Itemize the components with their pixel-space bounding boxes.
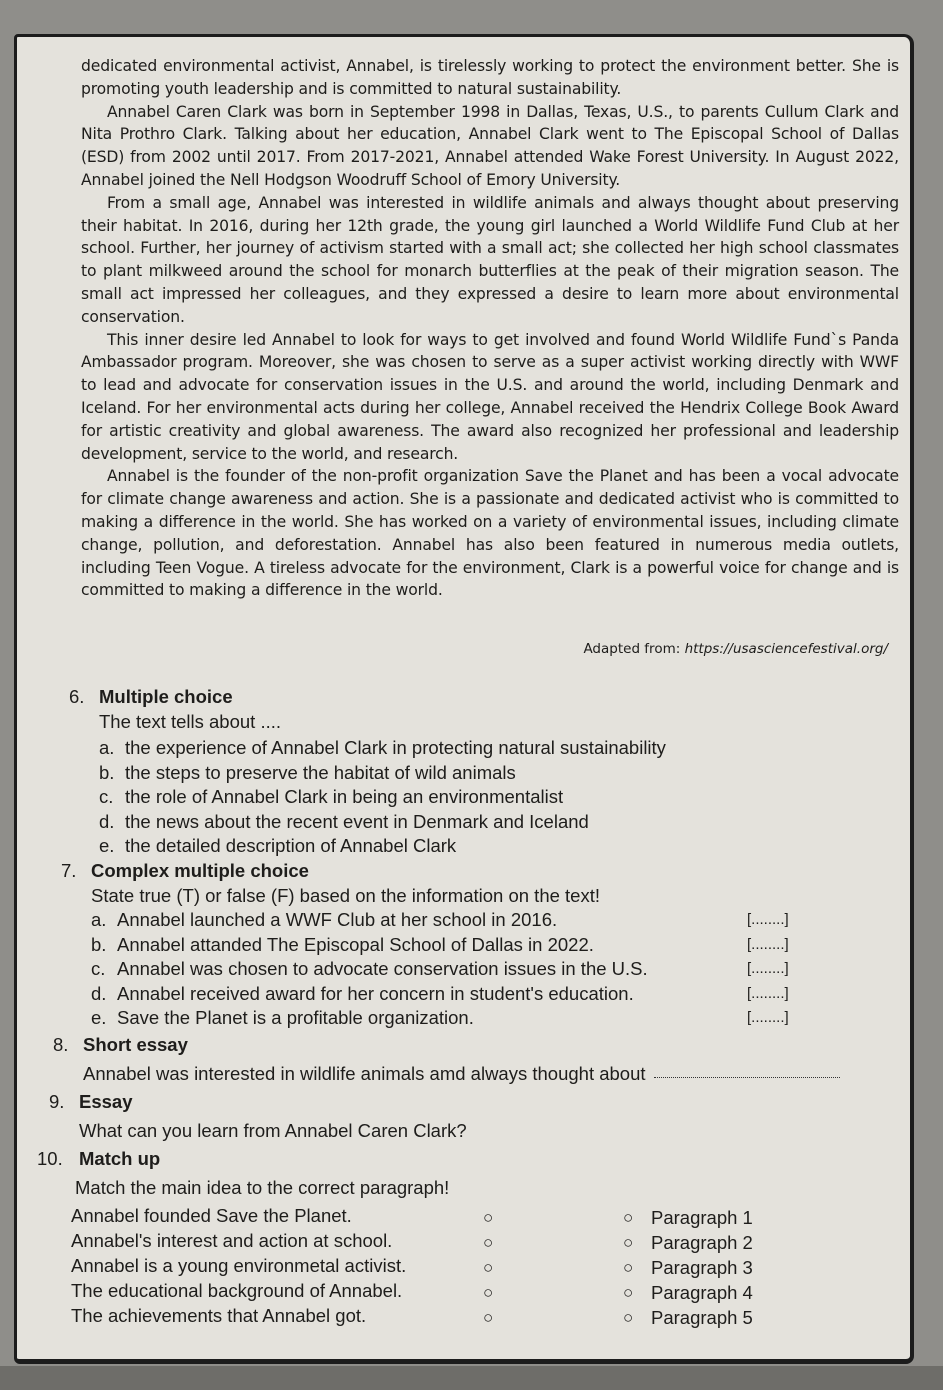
circle-icon[interactable]: ○ — [623, 1208, 634, 1227]
source-label: Adapted from: — [583, 641, 681, 657]
match-row-3 — [71, 1254, 897, 1279]
statement-d — [91, 982, 861, 1007]
circle-icon[interactable]: ○ — [623, 1308, 634, 1327]
option-letter: b. — [99, 761, 115, 783]
match-row-1 — [71, 1204, 897, 1229]
statement-text: Annabel launched a WWF Club at her school in 2016. — [117, 909, 558, 930]
answer-blank[interactable] — [654, 1077, 840, 1078]
statement-text: Annabel received award for her concern in student's education. — [117, 982, 634, 1004]
option-d[interactable] — [99, 810, 666, 835]
match-idea: Annabel founded Save the Planet. — [71, 1205, 352, 1226]
statement-letter: a. — [91, 909, 107, 930]
question-7 — [61, 859, 861, 1031]
question-6-stem: The text tells about .... — [99, 710, 282, 732]
circle-icon[interactable]: ○ — [623, 1283, 634, 1302]
statement-letter: e. — [91, 1007, 107, 1028]
match-row-4 — [71, 1279, 897, 1304]
option-text: the steps to preserve the habitat of wild animals — [125, 761, 516, 783]
match-idea: Annabel's interest and action at school. — [71, 1230, 393, 1251]
match-idea: The achievements that Annabel got. — [71, 1305, 367, 1326]
option-letter: c. — [99, 786, 114, 807]
statement-text: Annabel was chosen to advocate conservation issues in the U.S. — [117, 958, 648, 979]
question-6-type: Multiple choice — [99, 686, 233, 707]
answer-box-a[interactable]: [........] — [747, 911, 789, 928]
worksheet-page — [14, 34, 914, 1364]
question-10-number: 10. — [37, 1148, 63, 1169]
statement-a — [91, 908, 861, 933]
match-paragraph: Paragraph 1 — [651, 1207, 753, 1228]
question-6-title — [69, 685, 666, 710]
option-text: the detailed description of Annabel Clark — [125, 835, 457, 856]
option-letter: a. — [99, 737, 115, 758]
question-7-stem: State true (T) or false (F) based on the information on the text! — [91, 884, 600, 906]
answer-box-d[interactable]: [........] — [747, 984, 789, 1002]
circle-icon[interactable]: ○ — [483, 1283, 494, 1302]
option-c[interactable] — [99, 785, 666, 810]
paragraph-background: Annabel Caren Clark was born in September 1998 in Dallas, Texas, U.S., to parents Cullum Clark and Nita Prothro Clark. Talking about her education, Annabel Clark went to The Episcopal School of Dallas (ESD) from 2002 until 2017. From 2017-2021, Annabel attended Wake Forest University. In August 2022, Annabel joined the Nell Hodgson Woodruff School of Emory University. — [81, 102, 899, 189]
source-citation — [583, 641, 888, 657]
answer-box-e[interactable]: [........] — [747, 1009, 789, 1026]
match-idea: The educational background of Annabel. — [71, 1280, 403, 1301]
circle-icon[interactable]: ○ — [623, 1233, 634, 1252]
source-url: https://usasciencefestival.org/ — [684, 641, 888, 657]
statement-letter: d. — [91, 982, 107, 1004]
option-text: the experience of Annabel Clark in protecting natural sustainability — [125, 737, 666, 758]
match-row-2 — [71, 1229, 897, 1254]
circle-icon[interactable]: ○ — [483, 1233, 494, 1252]
question-8-number: 8. — [53, 1034, 69, 1055]
question-10-stem: Match the main idea to the correct paragraph! — [75, 1176, 450, 1198]
question-10-type: Match up — [79, 1148, 161, 1169]
statement-text: Annabel attanded The Episcopal School of Dallas in 2022. — [117, 933, 594, 955]
question-7-title — [61, 859, 861, 884]
statement-letter: c. — [91, 958, 106, 979]
paragraph-interest: From a small age, Annabel was interested in wildlife animals and always thought about preserving their habitat. In 2016, during her 12th grade, the young girl launched a World Wildlife Fund Club at her school. Further, her journey of activism started with a small act; she collected her high school classmates to plant milkweed around the school for monarch butterflies at the peak of their migration season. The small act impressed her colleagues, and they expressed a desire to learn more about environmental conservation. — [81, 193, 899, 326]
statement-e — [91, 1006, 861, 1031]
option-e[interactable] — [99, 834, 666, 859]
question-6-number: 6. — [69, 686, 85, 707]
question-9-type: Essay — [79, 1091, 133, 1112]
option-letter: d. — [99, 810, 115, 832]
question-7-number: 7. — [61, 860, 77, 881]
question-8-type: Short essay — [83, 1034, 188, 1055]
question-8-title — [53, 1033, 893, 1058]
question-9 — [49, 1090, 467, 1143]
paragraph-intro: dedicated environmental activist, Annabel, is tirelessly working to protect the environment better. She is promoting youth leadership and is committed to natural sustainability. — [81, 57, 899, 98]
option-text: the news about the recent event in Denmark and Iceland — [125, 810, 589, 832]
question-8-stem: Annabel was interested in wildlife animals amd always thought about — [83, 1062, 646, 1084]
question-9-number: 9. — [49, 1091, 65, 1112]
option-b[interactable] — [99, 761, 666, 786]
option-letter: e. — [99, 835, 115, 856]
circle-icon[interactable]: ○ — [623, 1258, 634, 1277]
question-10 — [37, 1147, 897, 1329]
question-9-title — [49, 1090, 467, 1115]
answer-box-c[interactable]: [........] — [747, 960, 789, 977]
match-idea: Annabel is a young environmetal activist. — [71, 1255, 407, 1276]
question-10-title — [37, 1147, 897, 1172]
statement-text: Save the Planet is a profitable organization. — [117, 1007, 474, 1028]
match-row-5 — [71, 1304, 897, 1329]
reading-passage — [81, 55, 899, 602]
option-a[interactable] — [99, 736, 666, 761]
match-paragraph: Paragraph 2 — [651, 1232, 753, 1253]
statement-b — [91, 933, 861, 958]
circle-icon[interactable]: ○ — [483, 1208, 494, 1227]
answer-box-b[interactable]: [........] — [747, 935, 789, 953]
statement-c — [91, 957, 861, 982]
circle-icon[interactable]: ○ — [483, 1258, 494, 1277]
match-paragraph: Paragraph 4 — [651, 1282, 753, 1303]
paragraph-founder: Annabel is the founder of the non-profit organization Save the Planet and has been a vocal advocate for climate change awareness and action. She is a passionate and dedicated activist who is committed to making a difference in the world. She has worked on a variety of environmental issues, including climate change, pollution, and deforestation. Annabel has also been featured in numerous media outlets, including Teen Vogue. A tireless advocate for the environment, Clark is a powerful voice for change and is committed to making a difference in the world. — [81, 467, 899, 600]
option-text: the role of Annabel Clark in being an environmentalist — [125, 786, 564, 807]
question-9-stem: What can you learn from Annabel Caren Clark? — [79, 1119, 467, 1141]
statement-letter: b. — [91, 933, 107, 955]
background-surface — [0, 1366, 943, 1390]
match-area — [71, 1204, 897, 1329]
question-6 — [69, 685, 666, 859]
paragraph-achievements: This inner desire led Annabel to look for ways to get involved and found World Wildlife Fund`s Panda Ambassador program. Moreover, she was chosen to serve as a super activist working directly with WWF to lead and advocate for conservation issues in the U.S. and around the world, including Denmark and Iceland. For her environmental acts during her college, Annabel received the Hendrix College Book Award for artistic creativity and global awareness. The award also recognized her professional and leadership development, service to the world, and research. — [81, 330, 899, 463]
match-paragraph: Paragraph 3 — [651, 1257, 753, 1278]
match-paragraph: Paragraph 5 — [651, 1307, 753, 1328]
question-8 — [53, 1033, 893, 1086]
question-7-type: Complex multiple choice — [91, 860, 309, 881]
circle-icon[interactable]: ○ — [483, 1308, 494, 1327]
